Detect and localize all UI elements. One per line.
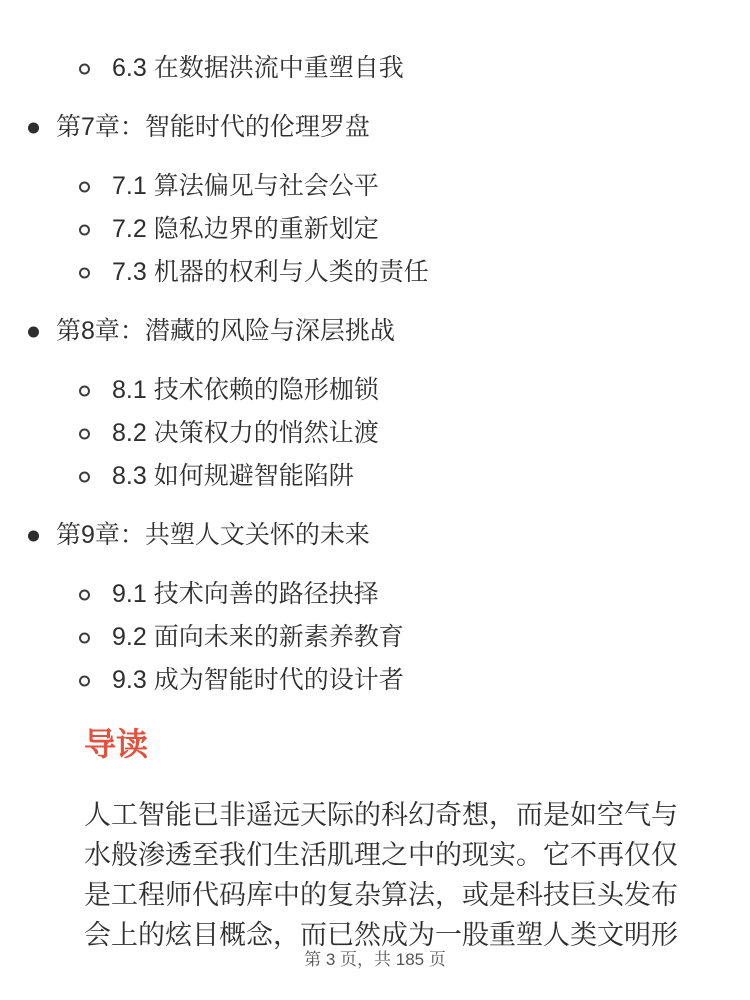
hollow-bullet-icon xyxy=(79,63,90,74)
toc-item-label: 7.2 隐私边界的重新划定 xyxy=(112,215,379,243)
hollow-bullet-icon xyxy=(79,224,90,235)
section-heading: 导读 xyxy=(84,726,149,762)
hollow-bullet-icon xyxy=(79,181,90,192)
hollow-bullet-icon xyxy=(79,471,90,482)
toc-item-chapter-9 xyxy=(0,521,750,550)
toc-item-label: 第8章：潜藏的风险与深层挑战 xyxy=(56,317,395,345)
toc-item-9-3 xyxy=(0,666,750,695)
hollow-bullet-icon xyxy=(79,632,90,643)
toc-item-label: 9.3 成为智能时代的设计者 xyxy=(112,666,404,694)
toc-item-8-3 xyxy=(0,462,750,491)
hollow-bullet-icon xyxy=(79,675,90,686)
hollow-bullet-icon xyxy=(79,589,90,600)
toc-item-label: 7.3 机器的权利与人类的责任 xyxy=(112,258,429,286)
toc-item-label: 8.2 决策权力的悄然让渡 xyxy=(112,419,379,447)
toc-item-label: 8.3 如何规避智能陷阱 xyxy=(112,462,354,490)
page-footer xyxy=(0,945,750,970)
toc-item-label: 7.1 算法偏见与社会公平 xyxy=(112,172,379,200)
page-indicator: 第 3 页，共 185 页 xyxy=(304,950,446,969)
toc-item-7-1 xyxy=(0,172,750,201)
filled-bullet-icon xyxy=(28,122,39,133)
toc-item-label: 第9章：共塑人文关怀的未来 xyxy=(56,521,370,549)
toc-item-label: 6.3 在数据洪流中重塑自我 xyxy=(112,54,404,82)
toc-item-label: 9.1 技术向善的路径抉择 xyxy=(112,580,379,608)
toc-item-8-1 xyxy=(0,376,750,405)
toc-item-7-3 xyxy=(0,258,750,287)
toc-item-label: 9.2 面向未来的新素养教育 xyxy=(112,623,404,651)
toc-item-9-1 xyxy=(0,580,750,609)
toc-item-label: 8.1 技术依赖的隐形枷锁 xyxy=(112,376,379,404)
toc-item-chapter-7 xyxy=(0,113,750,142)
toc-item-9-2 xyxy=(0,623,750,652)
toc-item-chapter-8 xyxy=(0,317,750,346)
toc-item-6-3 xyxy=(0,54,750,83)
toc-item-label: 第7章：智能时代的伦理罗盘 xyxy=(56,113,370,141)
filled-bullet-icon xyxy=(28,530,39,541)
hollow-bullet-icon xyxy=(79,385,90,396)
filled-bullet-icon xyxy=(28,326,39,337)
body-paragraph: 人工智能已非遥远天际的科幻奇想，而是如空气与水般渗透至我们生活肌理之中的现实。它不再仅仅是工程师代码库中的复杂算法，或是科技巨头发布会上的炫目概念，而已然成为一股重塑人类文明形 xyxy=(84,800,678,950)
toc-item-7-2 xyxy=(0,215,750,244)
toc-item-8-2 xyxy=(0,419,750,448)
hollow-bullet-icon xyxy=(79,267,90,278)
hollow-bullet-icon xyxy=(79,428,90,439)
